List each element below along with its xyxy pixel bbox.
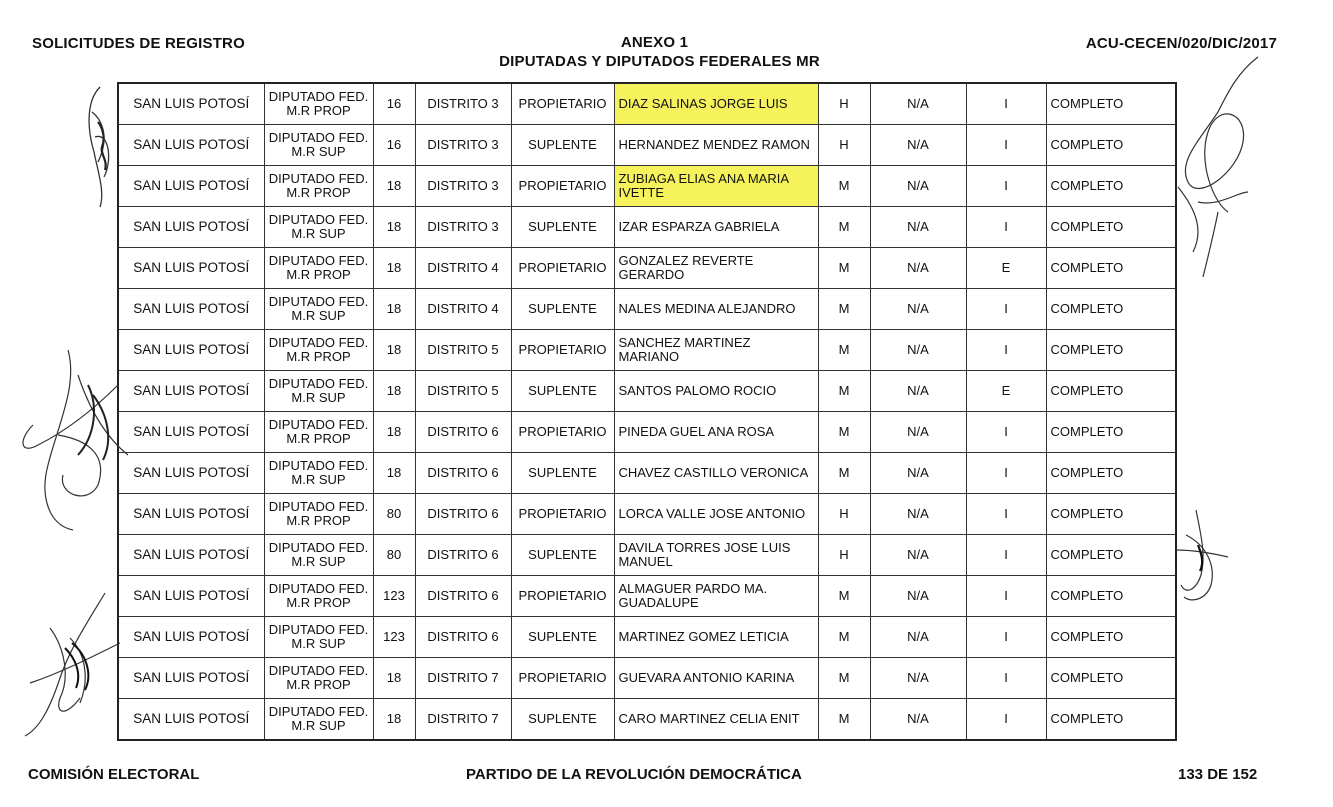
cell-status: COMPLETO <box>1046 330 1176 371</box>
cell-number: 80 <box>373 494 415 535</box>
cell-na: N/A <box>870 535 966 576</box>
cell-gender: M <box>818 412 870 453</box>
cell-state: SAN LUIS POTOSÍ <box>118 617 264 658</box>
cell-gender: M <box>818 248 870 289</box>
cell-type: PROPIETARIO <box>511 83 614 125</box>
cell-state: SAN LUIS POTOSÍ <box>118 576 264 617</box>
cell-gender: M <box>818 453 870 494</box>
cell-state: SAN LUIS POTOSÍ <box>118 699 264 741</box>
cell-state: SAN LUIS POTOSÍ <box>118 412 264 453</box>
cell-district: DISTRITO 4 <box>415 289 511 330</box>
cell-ie: I <box>966 617 1046 658</box>
cell-district: DISTRITO 7 <box>415 699 511 741</box>
cell-state: SAN LUIS POTOSÍ <box>118 207 264 248</box>
cell-gender: M <box>818 699 870 741</box>
cell-position: DIPUTADO FED. M.R PROP <box>264 166 373 207</box>
cell-ie: I <box>966 658 1046 699</box>
cell-gender: H <box>818 83 870 125</box>
cell-state: SAN LUIS POTOSÍ <box>118 166 264 207</box>
cell-candidate-name: MARTINEZ GOMEZ LETICIA <box>614 617 818 658</box>
cell-na: N/A <box>870 83 966 125</box>
header-left-title: SOLICITUDES DE REGISTRO <box>32 35 245 52</box>
table-row <box>118 658 1176 699</box>
cell-ie: I <box>966 453 1046 494</box>
registry-table <box>117 82 1177 741</box>
cell-district: DISTRITO 3 <box>415 166 511 207</box>
cell-ie: I <box>966 330 1046 371</box>
cell-district: DISTRITO 4 <box>415 248 511 289</box>
cell-ie: I <box>966 412 1046 453</box>
cell-number: 18 <box>373 699 415 741</box>
registry-table-body <box>118 83 1176 740</box>
table-row <box>118 289 1176 330</box>
cell-position: DIPUTADO FED. M.R SUP <box>264 289 373 330</box>
cell-gender: M <box>818 617 870 658</box>
cell-position: DIPUTADO FED. M.R PROP <box>264 494 373 535</box>
cell-na: N/A <box>870 371 966 412</box>
cell-ie: E <box>966 371 1046 412</box>
table-row <box>118 576 1176 617</box>
cell-number: 18 <box>373 248 415 289</box>
cell-type: PROPIETARIO <box>511 166 614 207</box>
cell-candidate-name: SANTOS PALOMO ROCIO <box>614 371 818 412</box>
table-row <box>118 330 1176 371</box>
registry-table-wrapper <box>117 82 1177 741</box>
signature-left-bottom <box>10 588 130 738</box>
cell-candidate-name: DAVILA TORRES JOSE LUIS MANUEL <box>614 535 818 576</box>
cell-state: SAN LUIS POTOSÍ <box>118 248 264 289</box>
cell-position: DIPUTADO FED. M.R PROP <box>264 576 373 617</box>
cell-number: 18 <box>373 166 415 207</box>
cell-ie: I <box>966 125 1046 166</box>
annex-subtitle: DIPUTADAS Y DIPUTADOS FEDERALES MR <box>499 53 820 70</box>
cell-position: DIPUTADO FED. M.R SUP <box>264 699 373 741</box>
cell-candidate-name: GONZALEZ REVERTE GERARDO <box>614 248 818 289</box>
cell-state: SAN LUIS POTOSÍ <box>118 371 264 412</box>
table-row <box>118 207 1176 248</box>
cell-state: SAN LUIS POTOSÍ <box>118 658 264 699</box>
cell-district: DISTRITO 7 <box>415 658 511 699</box>
cell-state: SAN LUIS POTOSÍ <box>118 125 264 166</box>
cell-number: 18 <box>373 453 415 494</box>
cell-number: 18 <box>373 330 415 371</box>
signature-right-top <box>1168 52 1263 282</box>
cell-gender: M <box>818 330 870 371</box>
cell-position: DIPUTADO FED. M.R SUP <box>264 535 373 576</box>
cell-status: COMPLETO <box>1046 699 1176 741</box>
signature-left-top <box>80 82 120 212</box>
cell-status: COMPLETO <box>1046 289 1176 330</box>
cell-candidate-name: ALMAGUER PARDO MA. GUADALUPE <box>614 576 818 617</box>
cell-gender: H <box>818 494 870 535</box>
cell-candidate-name: ZUBIAGA ELIAS ANA MARIA IVETTE <box>614 166 818 207</box>
cell-state: SAN LUIS POTOSÍ <box>118 494 264 535</box>
table-row <box>118 617 1176 658</box>
page-number: 133 DE 152 <box>1178 766 1258 783</box>
cell-na: N/A <box>870 330 966 371</box>
cell-district: DISTRITO 6 <box>415 494 511 535</box>
cell-number: 18 <box>373 371 415 412</box>
cell-district: DISTRITO 3 <box>415 125 511 166</box>
cell-status: COMPLETO <box>1046 658 1176 699</box>
cell-gender: M <box>818 166 870 207</box>
cell-state: SAN LUIS POTOSÍ <box>118 83 264 125</box>
cell-status: COMPLETO <box>1046 371 1176 412</box>
cell-number: 123 <box>373 617 415 658</box>
cell-status: COMPLETO <box>1046 494 1176 535</box>
cell-status: COMPLETO <box>1046 576 1176 617</box>
cell-na: N/A <box>870 617 966 658</box>
table-row <box>118 412 1176 453</box>
cell-number: 18 <box>373 289 415 330</box>
cell-ie: I <box>966 289 1046 330</box>
cell-type: PROPIETARIO <box>511 658 614 699</box>
cell-type: SUPLENTE <box>511 535 614 576</box>
cell-number: 16 <box>373 125 415 166</box>
table-row <box>118 125 1176 166</box>
cell-candidate-name: CHAVEZ CASTILLO VERONICA <box>614 453 818 494</box>
cell-status: COMPLETO <box>1046 83 1176 125</box>
cell-state: SAN LUIS POTOSÍ <box>118 453 264 494</box>
cell-type: SUPLENTE <box>511 617 614 658</box>
cell-candidate-name: DIAZ SALINAS JORGE LUIS <box>614 83 818 125</box>
table-row <box>118 535 1176 576</box>
table-row <box>118 371 1176 412</box>
cell-na: N/A <box>870 125 966 166</box>
cell-na: N/A <box>870 494 966 535</box>
cell-district: DISTRITO 5 <box>415 330 511 371</box>
cell-gender: M <box>818 207 870 248</box>
cell-type: SUPLENTE <box>511 453 614 494</box>
cell-gender: H <box>818 535 870 576</box>
cell-type: PROPIETARIO <box>511 494 614 535</box>
cell-number: 80 <box>373 535 415 576</box>
cell-type: PROPIETARIO <box>511 330 614 371</box>
cell-position: DIPUTADO FED. M.R PROP <box>264 83 373 125</box>
table-row <box>118 83 1176 125</box>
cell-na: N/A <box>870 248 966 289</box>
agreement-code: ACU-CECEN/020/DIC/2017 <box>1085 35 1277 52</box>
cell-district: DISTRITO 6 <box>415 453 511 494</box>
cell-position: DIPUTADO FED. M.R SUP <box>264 371 373 412</box>
cell-candidate-name: GUEVARA ANTONIO KARINA <box>614 658 818 699</box>
cell-district: DISTRITO 6 <box>415 617 511 658</box>
cell-candidate-name: NALES MEDINA ALEJANDRO <box>614 289 818 330</box>
cell-ie: E <box>966 248 1046 289</box>
cell-candidate-name: HERNANDEZ MENDEZ RAMON <box>614 125 818 166</box>
cell-number: 16 <box>373 83 415 125</box>
cell-ie: I <box>966 83 1046 125</box>
cell-candidate-name: SANCHEZ MARTINEZ MARIANO <box>614 330 818 371</box>
cell-status: COMPLETO <box>1046 453 1176 494</box>
cell-type: PROPIETARIO <box>511 576 614 617</box>
cell-candidate-name: IZAR ESPARZA GABRIELA <box>614 207 818 248</box>
cell-status: COMPLETO <box>1046 248 1176 289</box>
cell-position: DIPUTADO FED. M.R SUP <box>264 617 373 658</box>
cell-position: DIPUTADO FED. M.R SUP <box>264 207 373 248</box>
cell-type: SUPLENTE <box>511 207 614 248</box>
cell-na: N/A <box>870 453 966 494</box>
cell-status: COMPLETO <box>1046 617 1176 658</box>
cell-state: SAN LUIS POTOSÍ <box>118 535 264 576</box>
cell-gender: M <box>818 576 870 617</box>
cell-status: COMPLETO <box>1046 535 1176 576</box>
cell-type: SUPLENTE <box>511 699 614 741</box>
cell-position: DIPUTADO FED. M.R SUP <box>264 125 373 166</box>
cell-type: PROPIETARIO <box>511 248 614 289</box>
cell-ie: I <box>966 576 1046 617</box>
cell-district: DISTRITO 5 <box>415 371 511 412</box>
cell-status: COMPLETO <box>1046 412 1176 453</box>
cell-candidate-name: CARO MARTINEZ CELIA ENIT <box>614 699 818 741</box>
cell-position: DIPUTADO FED. M.R PROP <box>264 412 373 453</box>
cell-na: N/A <box>870 576 966 617</box>
cell-na: N/A <box>870 658 966 699</box>
cell-number: 123 <box>373 576 415 617</box>
cell-ie: I <box>966 494 1046 535</box>
cell-state: SAN LUIS POTOSÍ <box>118 289 264 330</box>
cell-candidate-name: PINEDA GUEL ANA ROSA <box>614 412 818 453</box>
cell-gender: M <box>818 289 870 330</box>
signature-left-middle <box>18 345 133 545</box>
cell-status: COMPLETO <box>1046 125 1176 166</box>
cell-type: SUPLENTE <box>511 289 614 330</box>
cell-gender: M <box>818 658 870 699</box>
cell-type: PROPIETARIO <box>511 412 614 453</box>
cell-status: COMPLETO <box>1046 207 1176 248</box>
table-row <box>118 494 1176 535</box>
cell-na: N/A <box>870 207 966 248</box>
cell-position: DIPUTADO FED. M.R PROP <box>264 248 373 289</box>
table-row <box>118 699 1176 741</box>
cell-na: N/A <box>870 166 966 207</box>
cell-candidate-name: LORCA VALLE JOSE ANTONIO <box>614 494 818 535</box>
cell-position: DIPUTADO FED. M.R PROP <box>264 658 373 699</box>
cell-na: N/A <box>870 412 966 453</box>
cell-type: SUPLENTE <box>511 371 614 412</box>
cell-na: N/A <box>870 289 966 330</box>
cell-number: 18 <box>373 207 415 248</box>
cell-position: DIPUTADO FED. M.R SUP <box>264 453 373 494</box>
cell-position: DIPUTADO FED. M.R PROP <box>264 330 373 371</box>
cell-gender: M <box>818 371 870 412</box>
cell-district: DISTRITO 6 <box>415 535 511 576</box>
cell-ie: I <box>966 535 1046 576</box>
cell-district: DISTRITO 6 <box>415 576 511 617</box>
table-row <box>118 248 1176 289</box>
cell-district: DISTRITO 6 <box>415 412 511 453</box>
footer-party: PARTIDO DE LA REVOLUCIÓN DEMOCRÁTICA <box>466 766 802 783</box>
cell-number: 18 <box>373 658 415 699</box>
table-row <box>118 453 1176 494</box>
footer-commission: COMISIÓN ELECTORAL <box>28 766 200 783</box>
cell-ie: I <box>966 699 1046 741</box>
cell-district: DISTRITO 3 <box>415 83 511 125</box>
cell-district: DISTRITO 3 <box>415 207 511 248</box>
cell-na: N/A <box>870 699 966 741</box>
cell-ie: I <box>966 207 1046 248</box>
cell-status: COMPLETO <box>1046 166 1176 207</box>
cell-gender: H <box>818 125 870 166</box>
annex-title: ANEXO 1 <box>620 34 689 51</box>
cell-number: 18 <box>373 412 415 453</box>
table-row <box>118 166 1176 207</box>
cell-ie: I <box>966 166 1046 207</box>
cell-state: SAN LUIS POTOSÍ <box>118 330 264 371</box>
cell-type: SUPLENTE <box>511 125 614 166</box>
